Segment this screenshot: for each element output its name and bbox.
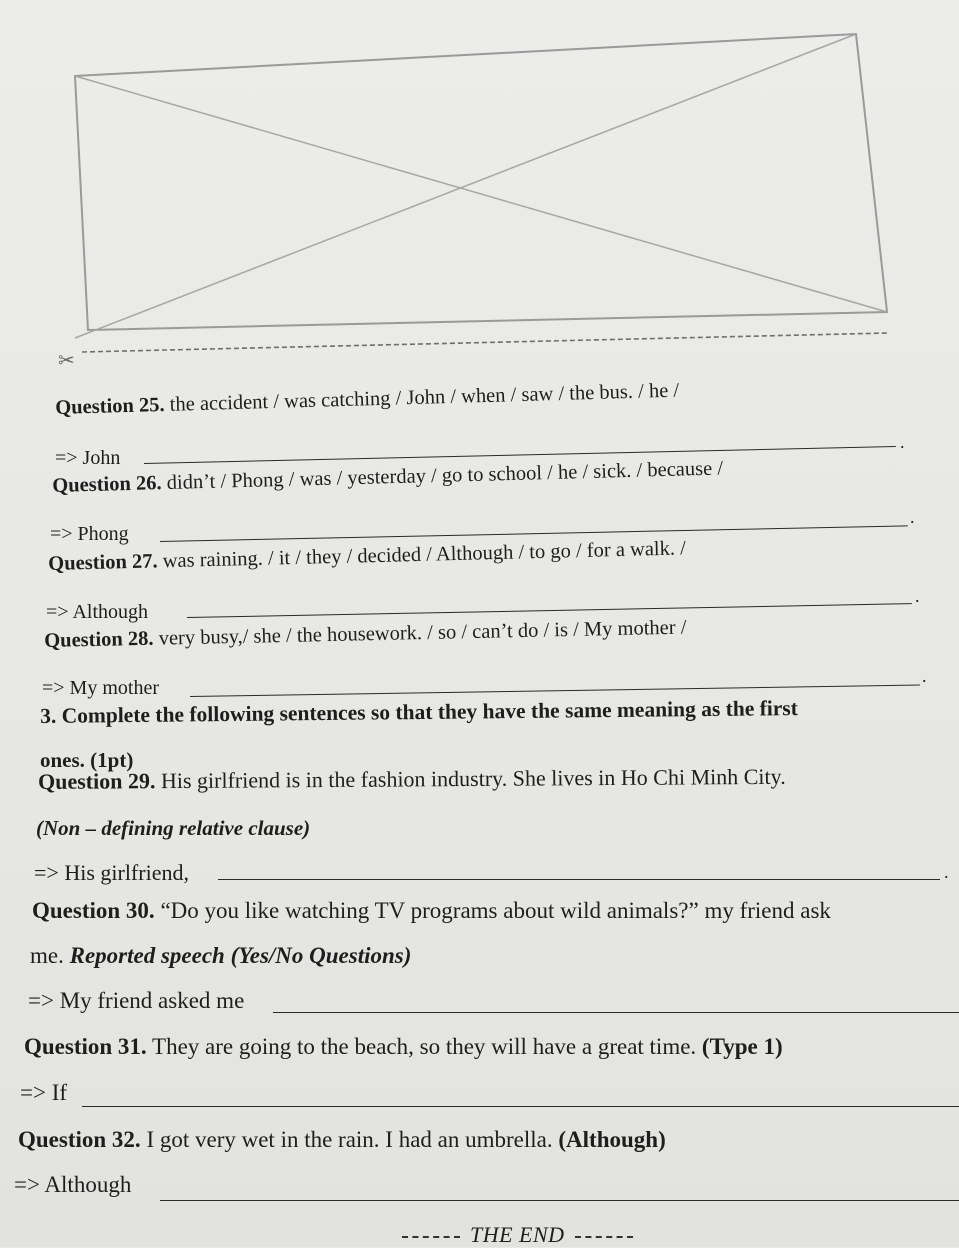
question-29 (38, 764, 786, 795)
answer-28-blank[interactable] (190, 685, 920, 697)
answer-31-blank[interactable] (82, 1106, 959, 1107)
question-32-prompt: I got very wet in the rain. I had an umbrella. (146, 1127, 553, 1152)
answer-29-period: . (944, 862, 949, 882)
question-30-hint: Reported speech (Yes/No Questions) (69, 943, 412, 968)
answer-26-start: => Phong (50, 523, 129, 545)
question-31-prompt: They are going to the beach, so they will have a great time. (152, 1034, 697, 1059)
answer-26-period: . (910, 507, 915, 527)
answer-28-period: . (922, 666, 927, 686)
question-25-label: Question 25. (55, 393, 165, 419)
question-27-label: Question 27. (48, 550, 158, 575)
question-28-prompt: very busy,/ she / the housework. / so / can’t do / is / My mother / (158, 616, 687, 650)
question-29-prompt: His girlfriend is in the fashion industry. She lives in Ho Chi Minh City. (160, 763, 786, 794)
answer-25-period: . (900, 432, 905, 452)
cut-box-frame (75, 34, 887, 330)
cut-line (82, 333, 888, 352)
question-32-label: Question 32. (18, 1127, 141, 1152)
question-28-label: Question 28. (44, 627, 154, 652)
footer-dash-left (402, 1236, 460, 1238)
question-31 (24, 1034, 783, 1060)
question-30-prompt: “Do you like watching TV programs about wild animals?” my friend ask (160, 898, 831, 923)
answer-27-period: . (915, 586, 920, 606)
answer-29-start: => His girlfriend, (34, 860, 189, 885)
footer-dash-right (575, 1236, 633, 1238)
cut-box-diagonal-1 (75, 76, 887, 312)
question-27-prompt: was raining. / it / they / decided / Although / to go / for a walk. / (162, 537, 687, 573)
answer-32-blank[interactable] (160, 1200, 959, 1201)
answer-27-start: => Although (46, 601, 149, 623)
answer-32-start: => Although (14, 1172, 132, 1197)
answer-28-start: => My mother (42, 677, 159, 699)
question-32-hint: (Although) (558, 1127, 666, 1152)
the-end-text: THE END (470, 1222, 565, 1247)
the-end-footer (398, 1222, 637, 1248)
question-32 (18, 1127, 666, 1153)
answer-29-blank[interactable] (218, 879, 940, 880)
question-25-prompt: the accident / was catching / John / when / saw / the bus. / he / (169, 379, 680, 416)
answer-30-start: => My friend asked me (28, 988, 245, 1013)
answer-31-start: => If (20, 1080, 68, 1105)
question-29-label: Question 29. (38, 768, 156, 794)
question-29-hint: (Non – defining relative clause) (36, 816, 311, 840)
answer-25-start: => John (55, 447, 121, 469)
question-30 (32, 898, 831, 924)
cut-box-diagonal-2 (75, 34, 856, 338)
answer-26-blank[interactable] (160, 525, 908, 542)
answer-30-blank[interactable] (273, 1012, 959, 1013)
question-26-prompt: didn’t / Phong / was / yesterday / go to school / he / sick. / because / (166, 457, 724, 494)
cut-out-box (0, 0, 959, 380)
question-27 (48, 537, 686, 576)
question-25 (55, 380, 679, 420)
section-3-heading-cont: ones. (1pt) (40, 748, 134, 772)
question-31-hint: (Type 1) (701, 1034, 783, 1059)
question-26-label: Question 26. (52, 472, 162, 497)
question-30-label: Question 30. (32, 898, 155, 923)
answer-25-blank[interactable] (144, 446, 896, 464)
section-3-heading: 3. Complete the following sentences so that they have the same meaning as the first (40, 696, 799, 728)
scissors-icon: ✂ (58, 348, 75, 372)
answer-27-blank[interactable] (187, 603, 912, 618)
question-30-cont (30, 943, 411, 969)
question-30-prompt-cont: me. (30, 943, 64, 968)
question-31-label: Question 31. (24, 1034, 147, 1059)
